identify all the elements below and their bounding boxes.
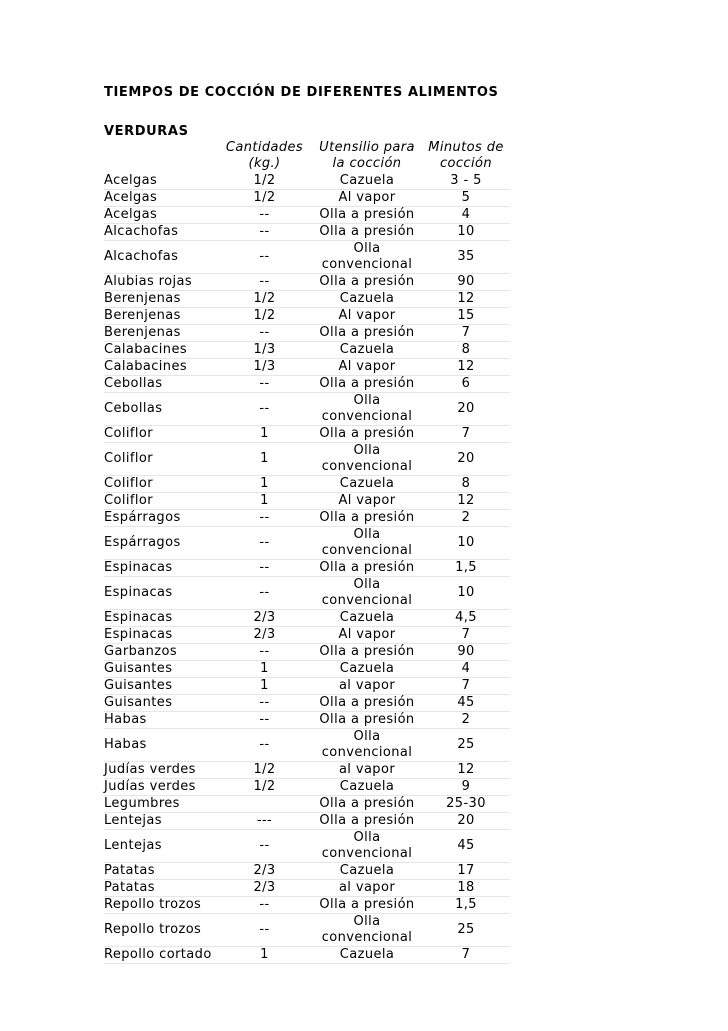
table-row (104, 712, 510, 729)
food-cell: Espinacas (104, 610, 217, 627)
quantity-cell: -- (217, 644, 312, 661)
table-row (104, 510, 510, 527)
utensil-cell: Cazuela (312, 947, 422, 964)
quantity-cell: -- (217, 914, 312, 947)
food-cell: Coliflor (104, 443, 217, 476)
header-utensil-line2: la cocción (332, 156, 402, 171)
utensil-cell: Olla convencional (312, 729, 422, 762)
quantity-cell: 1 (217, 426, 312, 443)
quantity-cell (217, 796, 312, 813)
minutes-cell: 3 - 5 (422, 173, 510, 190)
quantity-cell: -- (217, 393, 312, 426)
utensil-cell: Cazuela (312, 342, 422, 359)
table-row (104, 342, 510, 359)
table-row (104, 830, 510, 863)
minutes-cell: 12 (422, 762, 510, 779)
food-cell: Cebollas (104, 376, 217, 393)
food-cell: Lentejas (104, 813, 217, 830)
food-cell: Acelgas (104, 207, 217, 224)
header-minutes (422, 140, 510, 173)
minutes-cell: 17 (422, 863, 510, 880)
minutes-cell: 2 (422, 712, 510, 729)
table-row (104, 947, 510, 964)
food-cell: Alubias rojas (104, 274, 217, 291)
table-row (104, 376, 510, 393)
table-row (104, 443, 510, 476)
quantity-cell: 1 (217, 443, 312, 476)
food-cell: Coliflor (104, 476, 217, 493)
table-row (104, 577, 510, 610)
quantity-cell: -- (217, 274, 312, 291)
utensil-cell: Olla a presión (312, 712, 422, 729)
minutes-cell: 8 (422, 342, 510, 359)
table-row (104, 863, 510, 880)
quantity-cell: 2/3 (217, 880, 312, 897)
utensil-cell: Olla a presión (312, 376, 422, 393)
utensil-cell: Olla convencional (312, 393, 422, 426)
food-cell: Calabacines (104, 359, 217, 376)
table-row (104, 224, 510, 241)
food-cell: Espárragos (104, 527, 217, 560)
utensil-cell: Cazuela (312, 173, 422, 190)
quantity-cell: -- (217, 695, 312, 712)
food-cell: Coliflor (104, 493, 217, 510)
header-food (104, 140, 217, 173)
food-cell: Garbanzos (104, 644, 217, 661)
table-row (104, 779, 510, 796)
table-row (104, 359, 510, 376)
food-cell: Espinacas (104, 560, 217, 577)
minutes-cell: 12 (422, 493, 510, 510)
utensil-cell: Olla convencional (312, 241, 422, 274)
minutes-cell: 25 (422, 914, 510, 947)
minutes-cell: 7 (422, 678, 510, 695)
minutes-cell: 2 (422, 510, 510, 527)
utensil-cell: Olla convencional (312, 443, 422, 476)
table-row (104, 493, 510, 510)
table-row (104, 190, 510, 207)
quantity-cell: 1/2 (217, 190, 312, 207)
quantity-cell: -- (217, 241, 312, 274)
utensil-cell: Olla a presión (312, 426, 422, 443)
quantity-cell: -- (217, 510, 312, 527)
food-cell: Coliflor (104, 426, 217, 443)
table-row (104, 729, 510, 762)
quantity-cell: -- (217, 527, 312, 560)
header-quantity-line1: Cantidades (225, 140, 304, 155)
utensil-cell: Olla convencional (312, 527, 422, 560)
minutes-cell: 10 (422, 577, 510, 610)
utensil-cell: Olla a presión (312, 560, 422, 577)
utensil-cell: Olla a presión (312, 510, 422, 527)
minutes-cell: 15 (422, 308, 510, 325)
header-minutes-line2: cocción (439, 156, 492, 171)
table-row (104, 393, 510, 426)
quantity-cell: 1 (217, 661, 312, 678)
minutes-cell: 7 (422, 947, 510, 964)
table-row (104, 476, 510, 493)
table-row (104, 627, 510, 644)
header-quantity (217, 140, 312, 173)
food-cell: Guisantes (104, 661, 217, 678)
minutes-cell: 4 (422, 661, 510, 678)
document-body (104, 84, 514, 964)
food-cell: Alcachofas (104, 224, 217, 241)
quantity-cell: 2/3 (217, 627, 312, 644)
utensil-cell: Al vapor (312, 493, 422, 510)
food-cell: Guisantes (104, 678, 217, 695)
minutes-cell: 4,5 (422, 610, 510, 627)
quantity-cell: -- (217, 207, 312, 224)
quantity-cell: 1 (217, 947, 312, 964)
minutes-cell: 20 (422, 443, 510, 476)
food-cell: Repollo trozos (104, 914, 217, 947)
table-row (104, 813, 510, 830)
utensil-cell: Cazuela (312, 863, 422, 880)
utensil-cell: Olla convencional (312, 577, 422, 610)
food-cell: Guisantes (104, 695, 217, 712)
quantity-cell: -- (217, 712, 312, 729)
utensil-cell: Olla a presión (312, 644, 422, 661)
food-cell: Habas (104, 729, 217, 762)
food-cell: Espárragos (104, 510, 217, 527)
food-cell: Legumbres (104, 796, 217, 813)
utensil-cell: Cazuela (312, 291, 422, 308)
utensil-cell: Olla a presión (312, 897, 422, 914)
table-row (104, 610, 510, 627)
food-cell: Habas (104, 712, 217, 729)
header-quantity-line2: (kg.) (248, 156, 281, 171)
table-row (104, 914, 510, 947)
utensil-cell: al vapor (312, 762, 422, 779)
table-row (104, 678, 510, 695)
table-row (104, 325, 510, 342)
food-cell: Espinacas (104, 627, 217, 644)
utensil-cell: Cazuela (312, 779, 422, 796)
header-utensil-line1: Utensilio para (319, 140, 415, 155)
food-cell: Patatas (104, 880, 217, 897)
utensil-cell: Al vapor (312, 190, 422, 207)
utensil-cell: Olla a presión (312, 325, 422, 342)
utensil-cell: Olla a presión (312, 695, 422, 712)
food-cell: Alcachofas (104, 241, 217, 274)
food-cell: Judías verdes (104, 762, 217, 779)
utensil-cell: al vapor (312, 678, 422, 695)
quantity-cell: 2/3 (217, 610, 312, 627)
table-row (104, 207, 510, 224)
header-minutes-line1: Minutos de (428, 140, 504, 155)
minutes-cell: 20 (422, 813, 510, 830)
table-header-row (104, 140, 510, 173)
quantity-cell: -- (217, 897, 312, 914)
minutes-cell: 45 (422, 830, 510, 863)
food-cell: Acelgas (104, 190, 217, 207)
utensil-cell: Olla convencional (312, 914, 422, 947)
quantity-cell: 1/2 (217, 291, 312, 308)
minutes-cell: 6 (422, 376, 510, 393)
minutes-cell: 25-30 (422, 796, 510, 813)
quantity-cell: 1/2 (217, 779, 312, 796)
table-row (104, 426, 510, 443)
utensil-cell: Al vapor (312, 359, 422, 376)
food-cell: Judías verdes (104, 779, 217, 796)
quantity-cell: 1/2 (217, 173, 312, 190)
food-cell: Espinacas (104, 577, 217, 610)
quantity-cell: 1/2 (217, 762, 312, 779)
food-cell: Calabacines (104, 342, 217, 359)
quantity-cell: -- (217, 560, 312, 577)
header-utensil (312, 140, 422, 173)
quantity-cell: 1 (217, 678, 312, 695)
minutes-cell: 25 (422, 729, 510, 762)
utensil-cell: al vapor (312, 880, 422, 897)
quantity-cell: -- (217, 224, 312, 241)
table-body (104, 173, 510, 964)
document-title: TIEMPOS DE COCCIÓN DE DIFERENTES ALIMENTOS (104, 85, 499, 100)
cooking-times-table (104, 140, 510, 964)
quantity-cell: 1/2 (217, 308, 312, 325)
minutes-cell: 7 (422, 325, 510, 342)
minutes-cell: 10 (422, 527, 510, 560)
table-row (104, 796, 510, 813)
table-row (104, 661, 510, 678)
quantity-cell: 1 (217, 476, 312, 493)
food-cell: Cebollas (104, 393, 217, 426)
utensil-cell: Al vapor (312, 627, 422, 644)
minutes-cell: 9 (422, 779, 510, 796)
utensil-cell: Cazuela (312, 476, 422, 493)
utensil-cell: Olla a presión (312, 813, 422, 830)
minutes-cell: 1,5 (422, 560, 510, 577)
food-cell: Berenjenas (104, 291, 217, 308)
quantity-cell: -- (217, 325, 312, 342)
table-row (104, 308, 510, 325)
minutes-cell: 12 (422, 291, 510, 308)
minutes-cell: 45 (422, 695, 510, 712)
quantity-cell: -- (217, 729, 312, 762)
food-cell: Repollo trozos (104, 897, 217, 914)
table-row (104, 241, 510, 274)
table-row (104, 897, 510, 914)
quantity-cell: 1/3 (217, 359, 312, 376)
food-cell: Acelgas (104, 173, 217, 190)
food-cell: Patatas (104, 863, 217, 880)
minutes-cell: 18 (422, 880, 510, 897)
minutes-cell: 7 (422, 426, 510, 443)
utensil-cell: Olla a presión (312, 796, 422, 813)
utensil-cell: Cazuela (312, 610, 422, 627)
table-row (104, 695, 510, 712)
section-heading: VERDURAS (104, 124, 189, 139)
quantity-cell: -- (217, 577, 312, 610)
minutes-cell: 35 (422, 241, 510, 274)
minutes-cell: 10 (422, 224, 510, 241)
quantity-cell: 1/3 (217, 342, 312, 359)
utensil-cell: Olla a presión (312, 224, 422, 241)
minutes-cell: 12 (422, 359, 510, 376)
utensil-cell: Al vapor (312, 308, 422, 325)
minutes-cell: 4 (422, 207, 510, 224)
quantity-cell: 2/3 (217, 863, 312, 880)
quantity-cell: -- (217, 830, 312, 863)
quantity-cell: -- (217, 376, 312, 393)
table-row (104, 560, 510, 577)
food-cell: Lentejas (104, 830, 217, 863)
utensil-cell: Cazuela (312, 661, 422, 678)
table-row (104, 527, 510, 560)
minutes-cell: 5 (422, 190, 510, 207)
utensil-cell: Olla convencional (312, 830, 422, 863)
quantity-cell: --- (217, 813, 312, 830)
table-row (104, 762, 510, 779)
table-row (104, 880, 510, 897)
table-row (104, 291, 510, 308)
minutes-cell: 7 (422, 627, 510, 644)
minutes-cell: 90 (422, 644, 510, 661)
minutes-cell: 90 (422, 274, 510, 291)
utensil-cell: Olla a presión (312, 207, 422, 224)
food-cell: Repollo cortado (104, 947, 217, 964)
food-cell: Berenjenas (104, 308, 217, 325)
table-row (104, 274, 510, 291)
quantity-cell: 1 (217, 493, 312, 510)
minutes-cell: 20 (422, 393, 510, 426)
minutes-cell: 1,5 (422, 897, 510, 914)
food-cell: Berenjenas (104, 325, 217, 342)
table-row (104, 173, 510, 190)
table-row (104, 644, 510, 661)
utensil-cell: Olla a presión (312, 274, 422, 291)
minutes-cell: 8 (422, 476, 510, 493)
